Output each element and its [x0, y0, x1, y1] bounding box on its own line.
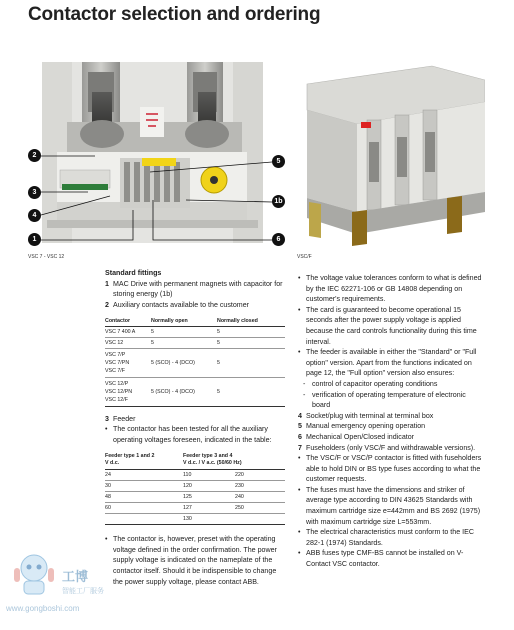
watermark-sub: 智能工厂服务: [62, 588, 104, 595]
item-num: 5: [298, 422, 302, 431]
cell: 110: [183, 472, 192, 479]
page-title: Contactor selection and ordering: [28, 4, 321, 25]
fitting-num: 1: [105, 279, 109, 288]
cell-line: VSC 12/PN: [105, 388, 133, 395]
col-header: Contactor: [105, 318, 131, 325]
cell: 230: [235, 483, 244, 490]
dash-item: - verification of operating temperature of electronic board: [298, 390, 484, 411]
item-num: 7: [298, 443, 302, 452]
table-row: [105, 348, 285, 377]
table-row: [105, 337, 285, 348]
fitting-item-2: [105, 300, 287, 311]
callout-2: 2: [28, 149, 41, 162]
table-row: [105, 377, 285, 406]
cell: 240: [235, 494, 244, 501]
cell: 5: [217, 328, 220, 335]
table-row: [105, 503, 285, 514]
item-num: 6: [298, 432, 302, 441]
voltage-table: [105, 452, 285, 526]
item-text: Manual emergency opening operation: [306, 422, 426, 431]
callout-4: 4: [28, 209, 41, 222]
cell-line: VSC 12/P: [105, 380, 129, 387]
table-row: [105, 470, 285, 481]
bullet-item: • ABB fuses type CMF-BS cannot be installed on V-Contact VSC contactor.: [298, 548, 484, 569]
cell: 30: [105, 483, 111, 490]
cell: 220: [235, 472, 244, 479]
cell: 5: [151, 339, 154, 346]
feeder-item: [105, 414, 287, 425]
table-row: [105, 481, 285, 492]
bullet-item: • The fuses must have the dimensions and striker of average type according to DIN 43625 Standards with maximum cartridge size e=442mm and BS 2692 (1975) with maximum cartridge size L=553mm.: [298, 485, 484, 527]
item-text: Fuseholders (only VSC/F and withdrawable versions).: [306, 443, 476, 452]
auxiliary-contacts-table: [105, 316, 285, 407]
standard-fittings-heading: Standard fittings: [105, 269, 162, 277]
cell-line: VSC 7/PN: [105, 359, 130, 366]
feeder-num: 3: [105, 414, 109, 423]
cell: 5: [217, 339, 220, 346]
preset-note: • The contactor is, however, preset with the operating voltage defined in the order confirmation. The power supply voltage is indicated on the nameplate of the contactor itself. Should it be indispensible to change the power supply voltage, please contact ABB.: [105, 534, 287, 587]
cell: 120: [183, 483, 192, 490]
feeder-label: Feeder: [113, 414, 136, 423]
cell: [105, 377, 151, 406]
fitting-text: Auxiliary contacts available to the customer: [113, 300, 250, 309]
callout-1: 1: [28, 233, 41, 246]
cell: 125: [183, 494, 192, 501]
header-line: V d.c.: [105, 460, 120, 467]
cell: 127: [183, 505, 192, 512]
cell: 48: [105, 494, 111, 501]
dash-item: - control of capacitor operating conditions: [298, 379, 484, 390]
bullet-item: • The card is guaranteed to become operational 15 seconds after the power supply voltage is applied because the card controls functionality during this time interval.: [298, 305, 484, 347]
cell: 5: [151, 328, 154, 335]
col-header: Normally open: [151, 318, 188, 325]
cell-line: VSC 7/F: [105, 367, 126, 374]
bullet-item: • The VSC/F or VSC/P contactor is fitted with fuseholders able to hold DIN or BS type fuses according to what the customer requests.: [298, 453, 484, 485]
fused-contactor-illustration: [297, 62, 485, 248]
cell: 60: [105, 505, 111, 512]
right-column: [298, 273, 484, 570]
caption-left: VSC 7 - VSC 12: [28, 254, 65, 260]
cell: 5 (SCO) - 4 (DCO): [151, 388, 195, 395]
table-row: [105, 514, 285, 525]
col-header: [105, 452, 183, 470]
cell: 24: [105, 472, 111, 479]
cell: [235, 514, 285, 525]
cell: [105, 348, 151, 377]
fitting-num: 2: [105, 300, 109, 309]
cell: VSC 12: [105, 339, 124, 346]
bullet-item: • The electrical characteristics must conform to the IEC 282-1 (1974) Standards.: [298, 527, 484, 548]
bullet-item: • The feeder is available in either the "Standard" or "Full option" version. Apart from the functions indicated on page 12, the "Full option" version also ensures:: [298, 347, 484, 379]
contactor-photo-vscf: [297, 62, 485, 248]
table-row: [105, 326, 285, 337]
cell: 5: [217, 388, 220, 395]
numbered-item: [298, 411, 484, 422]
cell: 5: [217, 359, 220, 366]
callout-1b: 1b: [272, 195, 285, 208]
item-text: Mechanical Open/Closed indicator: [306, 432, 415, 441]
cell: [105, 514, 183, 525]
callout-3: 3: [28, 186, 41, 199]
fitting-item-1: [105, 279, 287, 300]
header-line: V d.c. / V a.c. (50/60 Hz): [183, 460, 242, 467]
caption-right: VSC/F: [297, 254, 312, 260]
bullet-item: • The voltage value tolerances conform to what is defined by the IEC 62271-106 or GB 14808 depending on customer's requirements.: [298, 273, 484, 305]
cell: 250: [235, 505, 244, 512]
cell-line: VSC 7/P: [105, 351, 126, 358]
numbered-item: [298, 421, 484, 432]
cell: 5 (SCO) - 4 (DCO): [151, 359, 195, 366]
feeder-note: • The contactor has been tested for all the auxiliary operating voltages foreseen, indicated in the table:: [105, 424, 287, 445]
col-header: [183, 452, 285, 470]
robot-mascot-icon: [10, 548, 58, 596]
header-line: Feeder type 3 and 4: [183, 452, 233, 459]
callout-6: 6: [272, 233, 285, 246]
cell: VSC 7 400 A: [105, 328, 136, 335]
cell: 130: [183, 516, 192, 523]
callout-5: 5: [272, 155, 285, 168]
item-text: Socket/plug with terminal at terminal box: [306, 411, 434, 420]
item-num: 4: [298, 411, 302, 420]
table-row: [105, 492, 285, 503]
watermark-brand: 工博: [62, 569, 89, 584]
numbered-item: [298, 432, 484, 443]
watermark-url: www.gongboshi.com: [6, 604, 80, 613]
header-line: Feeder type 1 and 2: [105, 452, 155, 459]
watermark: [4, 540, 144, 630]
numbered-item: [298, 443, 484, 454]
fitting-text: MAC Drive with permanent magnets with capacitor for storing energy (1b): [113, 279, 283, 299]
col-header: Normally closed: [217, 318, 258, 325]
cell-line: VSC 12/F: [105, 396, 128, 403]
